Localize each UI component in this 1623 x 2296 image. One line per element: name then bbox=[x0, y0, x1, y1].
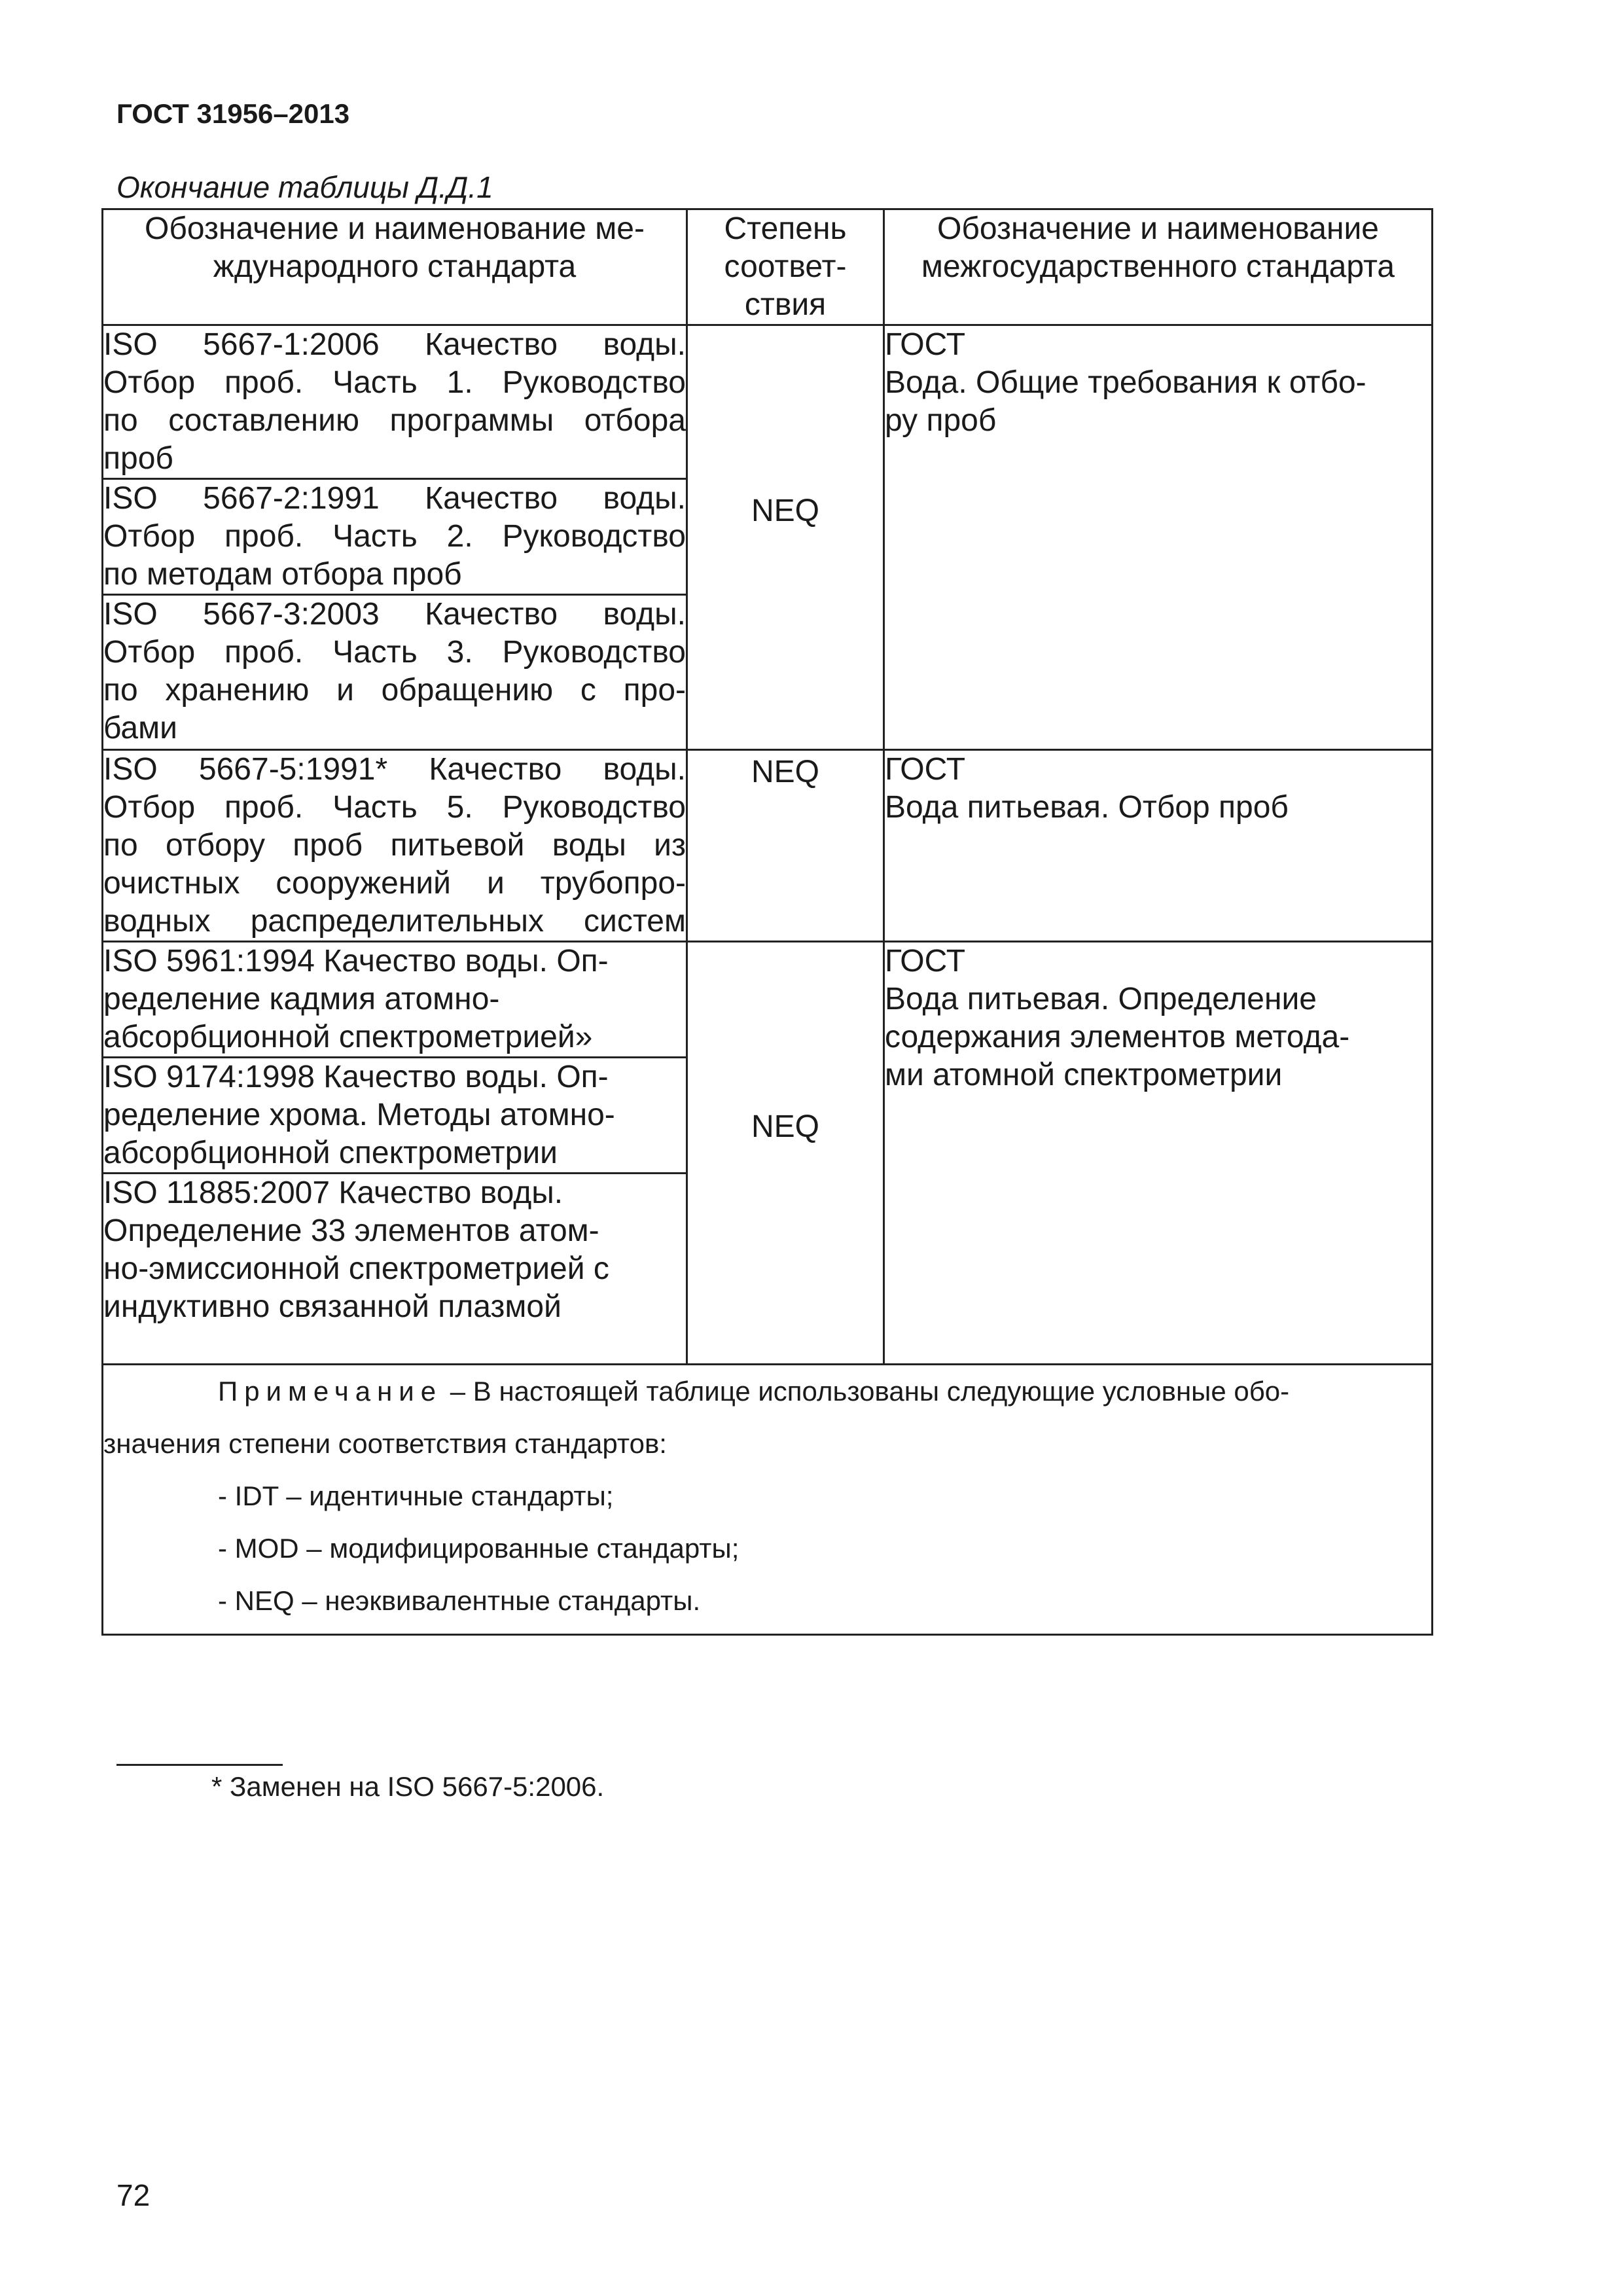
cell-line: абсорбционной спектрометрии bbox=[103, 1136, 558, 1170]
note-item: - IDT – идентичные стандарты; bbox=[218, 1480, 614, 1511]
cell-line: бами bbox=[103, 711, 177, 745]
document-header: ГОСТ 31956–2013 bbox=[116, 98, 350, 129]
cell-line: очистных сооружений и трубопро- bbox=[103, 866, 686, 901]
footnote-separator bbox=[116, 1764, 283, 1766]
cell-line: ределение хрома. Методы атомно- bbox=[103, 1098, 615, 1132]
cell-line: содержания элементов метода- bbox=[885, 1020, 1350, 1054]
cell-line: ру проб bbox=[885, 403, 997, 438]
cell-line: Отбор проб. Часть 1. Руководство bbox=[103, 365, 686, 400]
header-line: межгосударственного стандарта bbox=[921, 249, 1395, 284]
gost-label: ГОСТ bbox=[885, 944, 966, 978]
header-line: Обозначение и наименование bbox=[937, 211, 1379, 246]
gost-label: ГОСТ bbox=[885, 752, 966, 787]
header-line: ствия bbox=[744, 287, 827, 322]
header-degree bbox=[687, 209, 884, 325]
cell-line: ISO 5667-1:2006 Качество воды. bbox=[103, 327, 686, 362]
cell-line: по хранению и обращению с про- bbox=[103, 673, 686, 708]
international-standard-cell bbox=[103, 479, 687, 595]
table-note bbox=[103, 1365, 1433, 1635]
note-label: Примечание bbox=[218, 1376, 443, 1407]
degree-cell: NEQ bbox=[687, 942, 884, 1365]
interstate-standard-cell bbox=[884, 750, 1433, 942]
cell-line: Вода. Общие требования к отбо- bbox=[885, 365, 1366, 400]
cell-line: ми атомной спектрометрии bbox=[885, 1058, 1283, 1092]
cell-line: ISO 9174:1998 Качество воды. Оп- bbox=[103, 1060, 609, 1094]
interstate-standard-cell bbox=[884, 942, 1433, 1365]
note-item: - MOD – модифицированные стандарты; bbox=[218, 1533, 740, 1564]
note-item: - NEQ – неэквивалентные стандарты. bbox=[218, 1585, 701, 1616]
cell-line: ределение кадмия атомно- bbox=[103, 982, 500, 1016]
cell-line: ISO 5667-3:2003 Качество воды. bbox=[103, 597, 686, 632]
note-text: значения степени соответствия стандартов: bbox=[103, 1428, 667, 1459]
international-standard-cell bbox=[103, 1058, 687, 1174]
cell-line: но-эмиссионной спектрометрией с bbox=[103, 1251, 609, 1286]
standards-table bbox=[101, 208, 1433, 1636]
header-international-standard bbox=[103, 209, 687, 325]
page-number: 72 bbox=[116, 2178, 151, 2212]
cell-line: Отбор проб. Часть 2. Руководство bbox=[103, 519, 686, 554]
note-first-line bbox=[103, 1365, 1431, 1418]
note-text: – В настоящей таблице использованы следующие условные обо- bbox=[442, 1376, 1290, 1407]
header-line: ждународного стандарта bbox=[213, 249, 577, 284]
table-header-row bbox=[103, 209, 1433, 325]
international-standard-cell bbox=[103, 942, 687, 1058]
cell-line: по отбору проб питьевой воды из bbox=[103, 828, 686, 863]
international-standard-cell bbox=[103, 595, 687, 750]
header-interstate-standard bbox=[884, 209, 1433, 325]
table-row bbox=[103, 325, 1433, 479]
cell-line: Отбор проб. Часть 5. Руководство bbox=[103, 790, 686, 825]
cell-line: ISO 5667-5:1991* Качество воды. bbox=[103, 752, 686, 787]
cell-line: проб bbox=[103, 441, 173, 476]
table-row bbox=[103, 750, 1433, 942]
cell-line: Определение 33 элементов атом- bbox=[103, 1213, 599, 1248]
cell-line: Вода питьевая. Отбор проб bbox=[885, 790, 1289, 825]
cell-line: по составлению программы отбора bbox=[103, 403, 686, 438]
header-line: Степень bbox=[724, 211, 847, 246]
degree-cell: NEQ bbox=[687, 750, 884, 942]
header-line: соответ- bbox=[724, 249, 847, 284]
header-line: Обозначение и наименование ме- bbox=[145, 211, 645, 246]
degree-cell: NEQ bbox=[687, 325, 884, 750]
cell-line: индуктивно связанной плазмой bbox=[103, 1289, 562, 1324]
cell-line: ISO 11885:2007 Качество воды. bbox=[103, 1175, 563, 1210]
cell-line: абсорбционной спектрометрией» bbox=[103, 1020, 593, 1054]
international-standard-cell bbox=[103, 1174, 687, 1365]
cell-line: ISO 5961:1994 Качество воды. Оп- bbox=[103, 944, 609, 978]
cell-line: Отбор проб. Часть 3. Руководство bbox=[103, 635, 686, 670]
cell-line: Вода питьевая. Определение bbox=[885, 982, 1317, 1016]
table-caption: Окончание таблицы Д.Д.1 bbox=[116, 170, 493, 204]
table-row bbox=[103, 942, 1433, 1058]
gost-label: ГОСТ bbox=[885, 327, 966, 362]
international-standard-cell bbox=[103, 750, 687, 942]
cell-line: ISO 5667-2:1991 Качество воды. bbox=[103, 481, 686, 516]
interstate-standard-cell bbox=[884, 325, 1433, 750]
footnote: * Заменен на ISO 5667-5:2006. bbox=[211, 1771, 605, 1802]
cell-line: водных распределительных систем bbox=[103, 904, 686, 939]
table-note-row bbox=[103, 1365, 1433, 1635]
international-standard-cell bbox=[103, 325, 687, 479]
cell-line: по методам отбора проб bbox=[103, 557, 462, 592]
